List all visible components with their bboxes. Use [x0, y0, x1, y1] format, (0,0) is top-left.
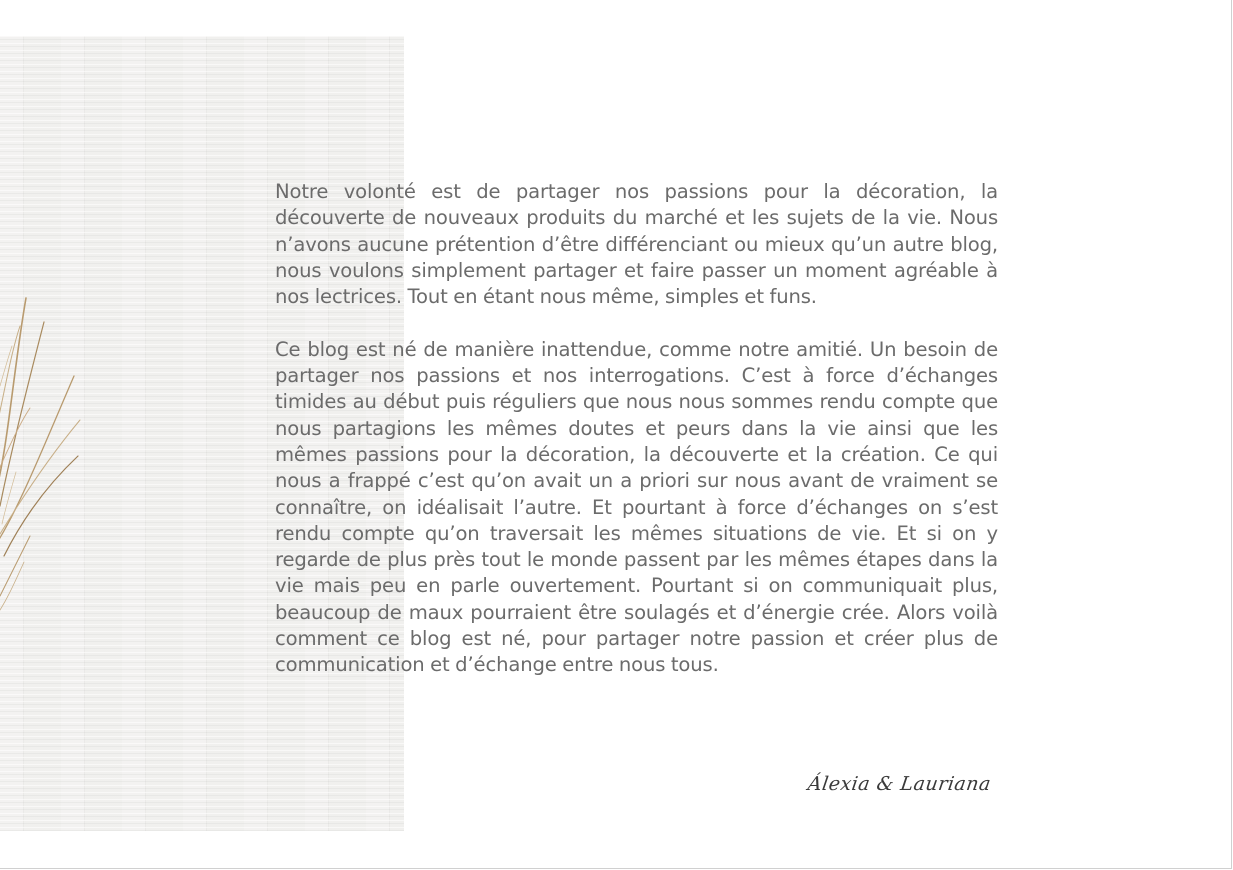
body-text — [275, 179, 998, 679]
paragraph-intro: Notre volonté est de partager nos passions pour la décoration, la découverte de nouveaux produits du marché et les sujets de la vie. Nous n’avons aucune prétention d’être différenciant ou mieux qu’un autre blog, nous voulons simplement partager et faire passer un moment agréable à nos lectrices. Tout en étant nous même, simples et funs. — [275, 180, 998, 309]
signature: Álexia & Lauriana — [806, 773, 993, 795]
paragraph-story: Ce blog est né de manière inattendue, comme notre amitié. Un besoin de partager nos passions et nos interrogations. C’est à force d’échanges timides au début puis réguliers que nous nous sommes rendu compte que nous partagions les mêmes doutes et peurs dans la vie ainsi que les mêmes passions pour la décoration, la découverte et la création. Ce qui nous a frappé c’est qu’on avait un a priori sur nous avant de vraiment se connaître, on idéalisait l’autre. Et pourtant à force d’échanges on s’est rendu compte qu’on traversait les mêmes situations de vie. Et si on y regarde de plus près tout le monde passent par les mêmes étapes dans la vie mais peu en parle ouvertement. Pourtant si on communiquait plus, beaucoup de maux pourraient être soulagés et d’énergie crée. Alors voilà comment ce blog est né, pour partager notre passion et créer plus de communication et d’échange entre nous tous. — [275, 337, 998, 677]
